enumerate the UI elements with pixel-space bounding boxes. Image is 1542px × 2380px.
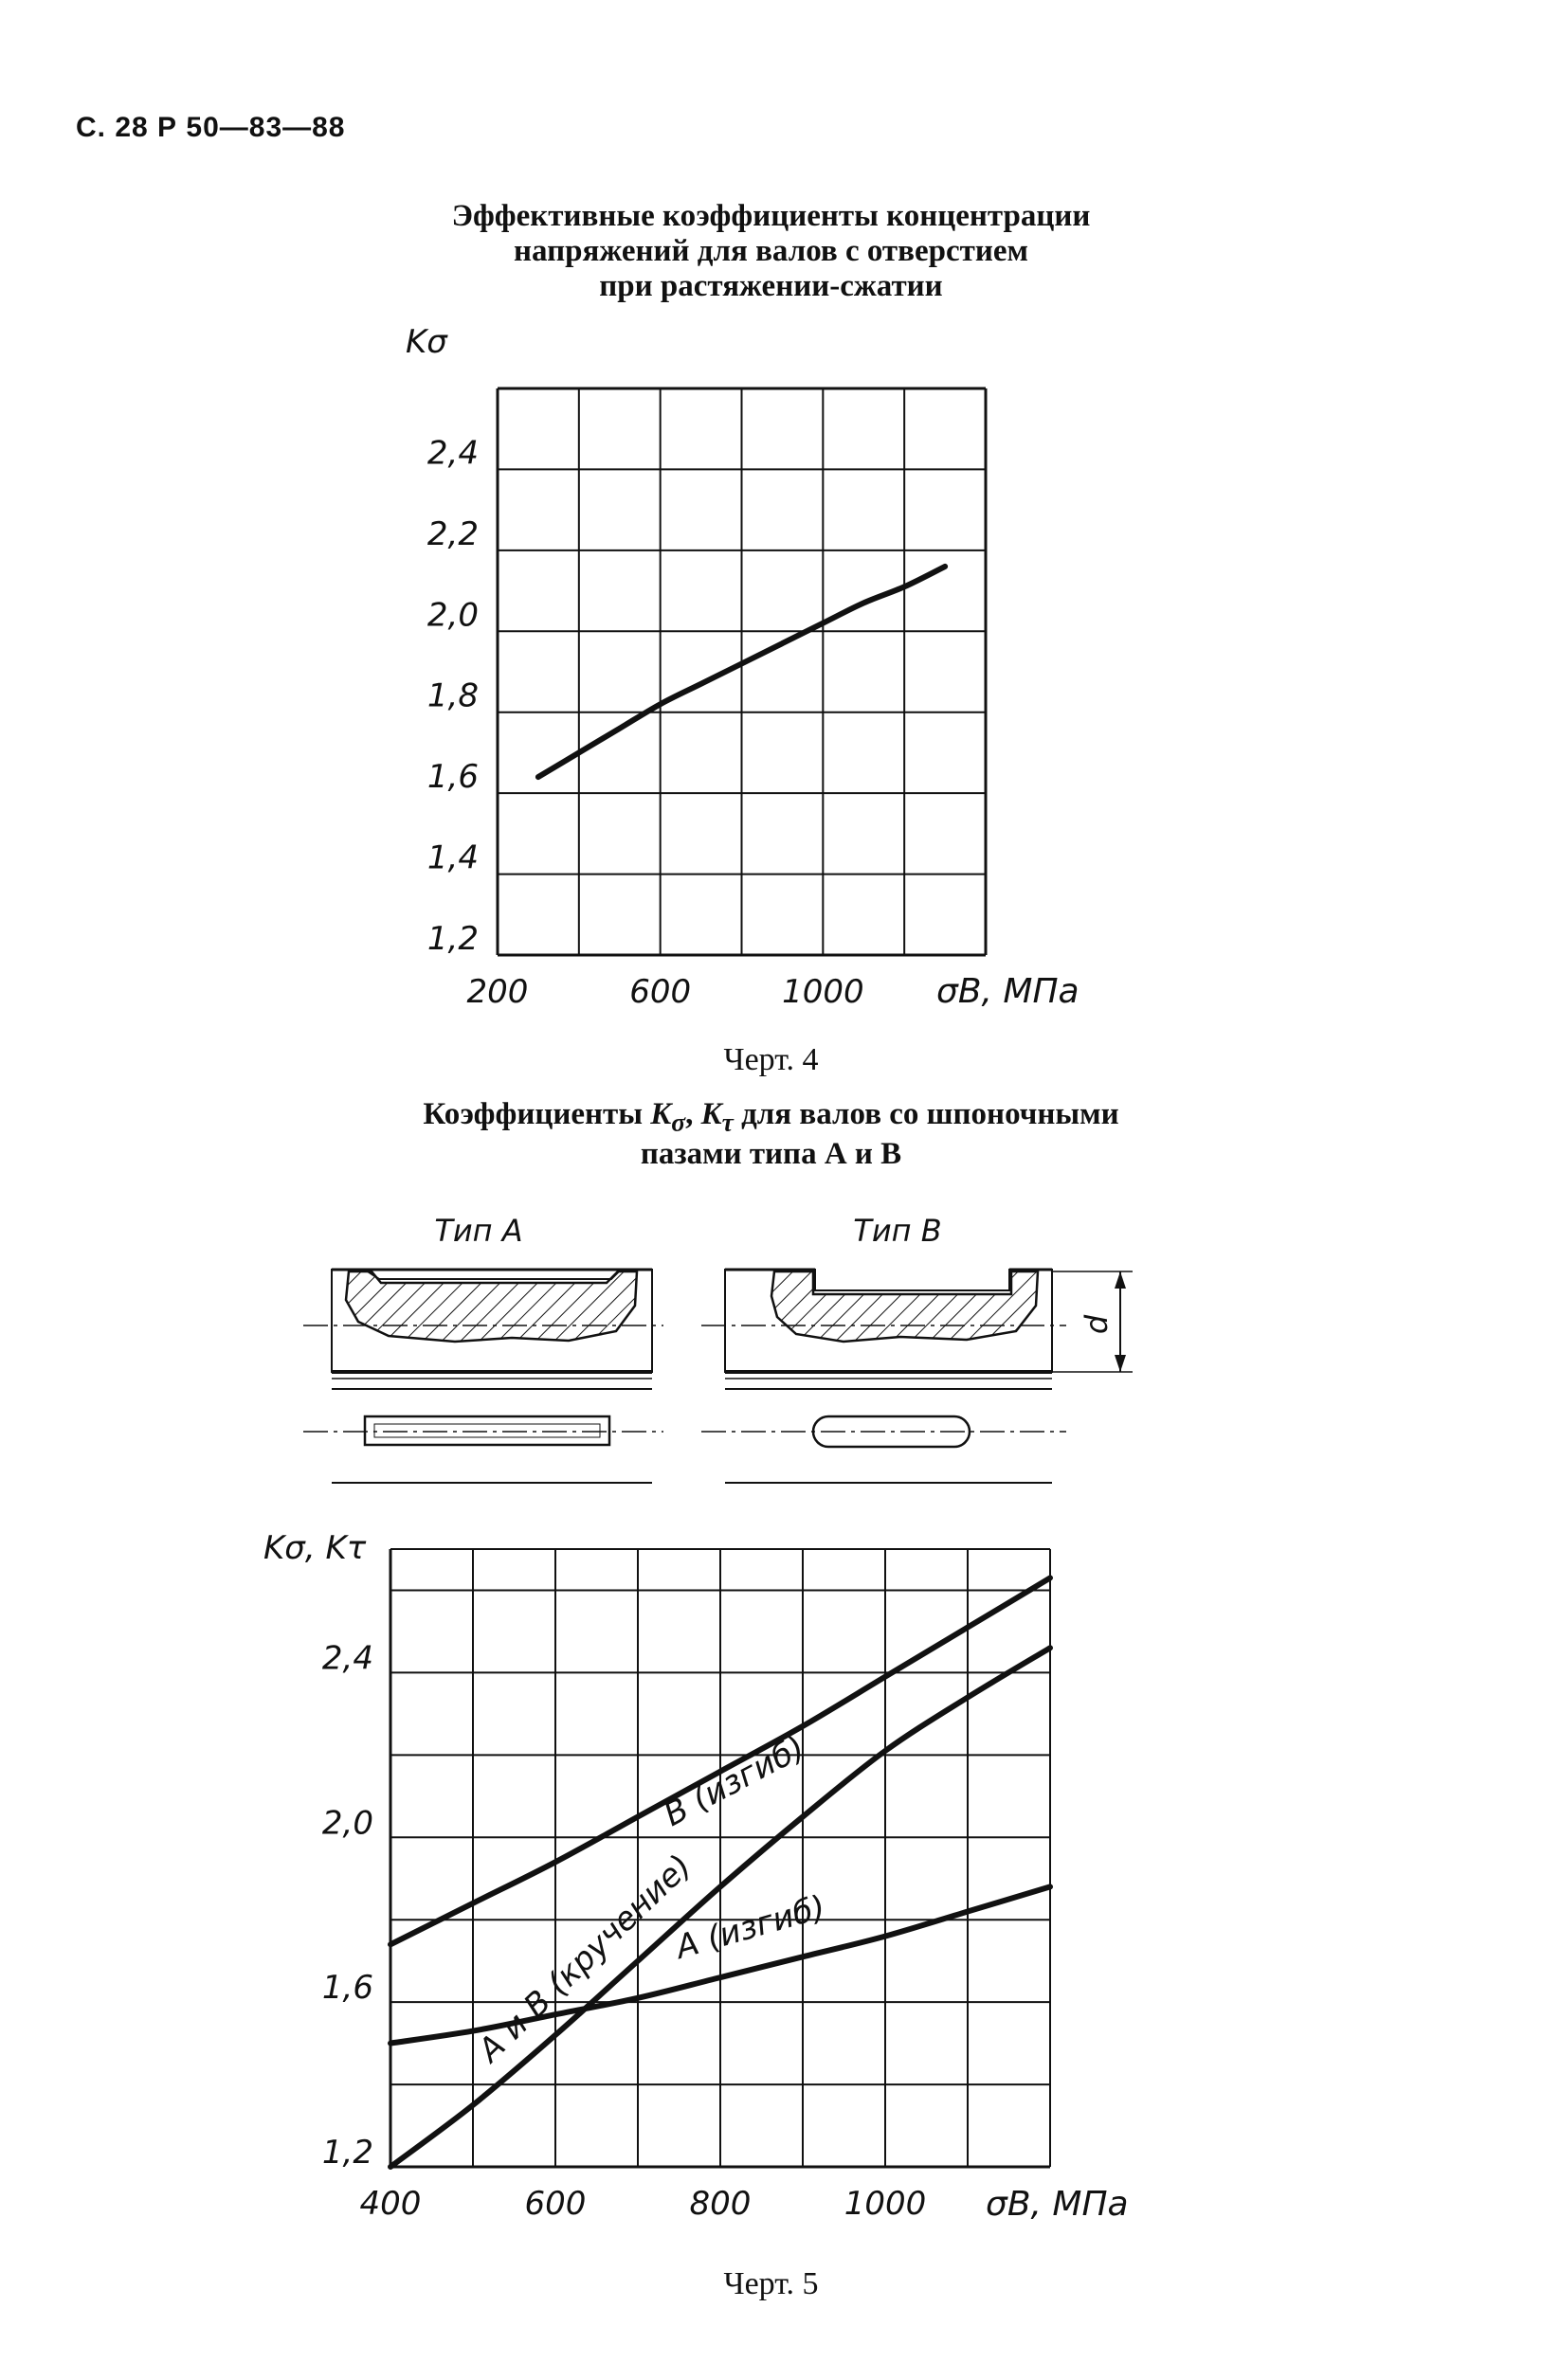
x-tick-label: 800 <box>689 2185 752 2223</box>
y-axis-label: Kσ <box>406 323 447 361</box>
y-axis-label: Kσ, Kτ <box>263 1529 367 1567</box>
y-tick-label: 1,4 <box>426 838 479 877</box>
y-tick-label: 2,4 <box>321 1639 373 1678</box>
chart4-caption: Черт. 4 <box>723 1042 819 1077</box>
chart4-title-line-1: Эффективные коэффициенты концентрации <box>451 199 1091 233</box>
y-tick-label: 2,2 <box>426 514 479 553</box>
y-tick-label: 1,8 <box>426 676 479 715</box>
x-tick-label: 600 <box>524 2185 587 2223</box>
type-b-label: Тип В <box>853 1213 942 1249</box>
y-tick-label: 1,6 <box>321 1969 373 2008</box>
sigma-subscript: σ <box>671 1107 686 1137</box>
y-tick-label: 2,0 <box>426 596 479 635</box>
k-symbol: K <box>700 1097 722 1131</box>
tau-subscript: τ <box>721 1107 734 1137</box>
y-tick-label: 1,2 <box>321 2134 373 2172</box>
title-comma: , <box>685 1097 694 1131</box>
x-tick-label: 1000 <box>782 973 864 1011</box>
series-label: В (изгиб) <box>658 1728 811 1834</box>
k-symbol: K <box>650 1097 672 1131</box>
chart5-title-rest: для валов со шпоночными <box>741 1097 1119 1131</box>
type-a-label: Тип А <box>434 1213 523 1249</box>
series-label: А (изгиб) <box>671 1887 830 1967</box>
x-tick-label: 200 <box>466 973 529 1011</box>
chart5-caption: Черт. 5 <box>723 2266 819 2301</box>
series-label: А и В (кручение) <box>470 1847 699 2070</box>
x-tick-label: 400 <box>359 2185 422 2223</box>
x-tick-label: 1000 <box>844 2185 927 2223</box>
chart4-title-line-3: при растяжении-сжатии <box>599 269 943 303</box>
y-tick-label: 2,4 <box>426 434 479 473</box>
y-tick-label: 1,6 <box>426 758 479 797</box>
y-tick-label: 1,2 <box>426 920 479 958</box>
chart5-title-line-2: пазами типа А и В <box>640 1137 902 1171</box>
dim-d-label: d <box>1079 1314 1115 1335</box>
page-header: С. 28 Р 50—83—88 <box>76 112 346 143</box>
chart5-title-word: Коэффициенты <box>423 1097 644 1131</box>
x-tick-label: 600 <box>629 973 692 1011</box>
x-axis-label: σB, МПа <box>936 972 1079 1011</box>
y-tick-label: 2,0 <box>321 1804 373 1843</box>
chart4-title-line-2: напряжений для валов с отверстием <box>514 234 1028 268</box>
x-axis-label: σB, МПа <box>986 2185 1129 2224</box>
